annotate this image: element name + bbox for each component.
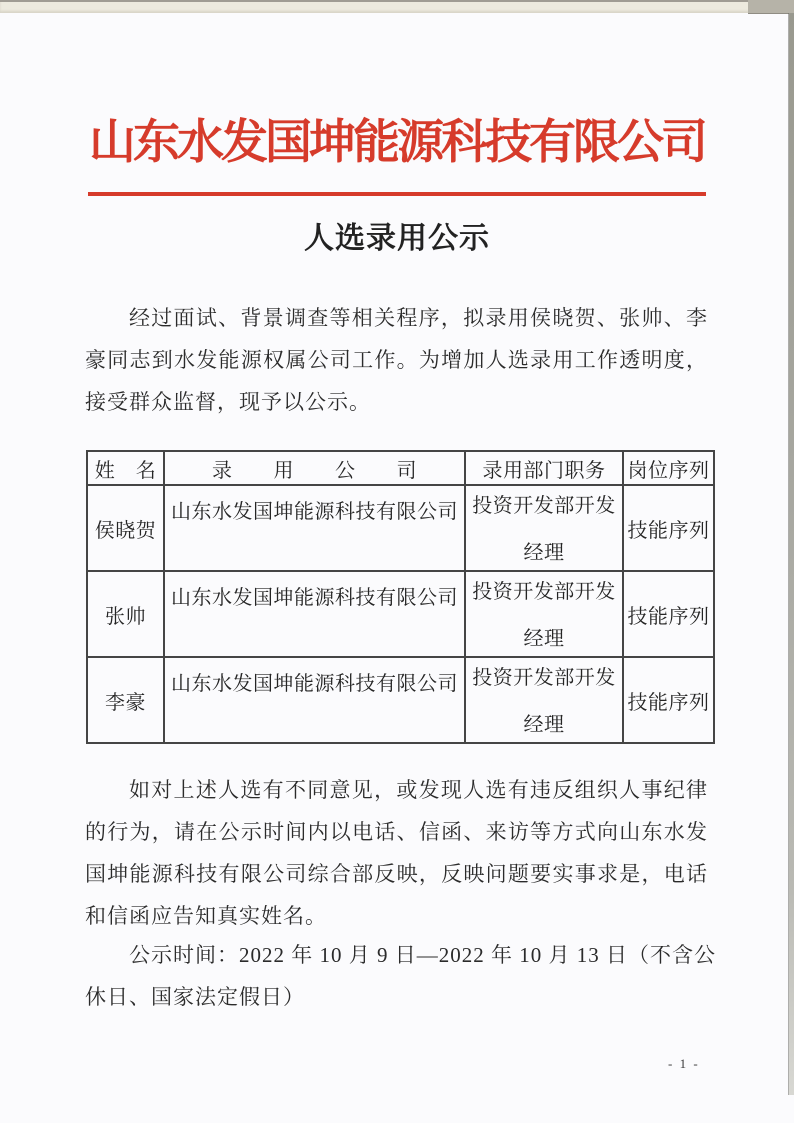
company-title: 山东水发国坤能源科技有限公司 — [89, 117, 705, 169]
department-line: 投资开发部开发 — [472, 581, 616, 603]
table-header-row — [87, 451, 714, 485]
text-line: 接受群众监督，现予以公示。 — [85, 390, 371, 414]
company-cell: 山东水发国坤能源科技有限公司 — [164, 485, 465, 571]
table-row — [87, 657, 714, 743]
company-cell: 山东水发国坤能源科技有限公司 — [164, 571, 465, 657]
sequence-cell: 技能序列 — [623, 485, 714, 571]
header-cell: 录 用 公 司 — [164, 451, 465, 485]
text-line: 国坤能源科技有限公司综合部反映，反映问题要实事求是，电话 — [85, 862, 708, 886]
recruitment-table — [86, 450, 715, 744]
text-line: 和信函应告知真实姓名。 — [85, 904, 327, 928]
text-line: 如对上述人选有不同意见，或发现人选有违反组织人事纪律 — [129, 778, 708, 802]
header-cell: 姓 名 — [87, 451, 164, 485]
text-line: 经过面试、背景调查等相关程序，拟录用侯晓贺、张帅、李 — [129, 306, 708, 330]
department-cell — [465, 657, 623, 743]
scan-edge-corner — [748, 0, 794, 14]
scan-edge-top-band — [0, 2, 794, 13]
table-row — [87, 571, 714, 657]
department-line: 投资开发部开发 — [472, 495, 616, 517]
department-line: 经理 — [523, 542, 565, 564]
name-cell: 侯晓贺 — [87, 485, 164, 571]
notice-title: 人选录用公示 — [304, 222, 490, 255]
text-line: 豪同志到水发能源权属公司工作。为增加人选录用工作透明度， — [85, 348, 708, 372]
page-number: - 1 - — [668, 1056, 700, 1071]
table-row — [87, 485, 714, 571]
scan-edge-right — [789, 13, 794, 1095]
feedback-paragraph — [85, 769, 708, 937]
department-line: 投资开发部开发 — [472, 667, 616, 689]
text-line: 公示时间：2022 年 10 月 9 日—2022 年 10 月 13 日（不含公 — [129, 943, 716, 967]
header-cell: 岗位序列 — [623, 451, 714, 485]
sequence-cell: 技能序列 — [623, 657, 714, 743]
text-line: 的行为，请在公示时间内以电话、信函、来访等方式向山东水发 — [85, 820, 708, 844]
company-cell: 山东水发国坤能源科技有限公司 — [164, 657, 465, 743]
department-cell — [465, 571, 623, 657]
department-cell — [465, 485, 623, 571]
period-paragraph — [85, 934, 716, 1018]
title-underline — [88, 192, 706, 196]
name-cell: 李豪 — [87, 657, 164, 743]
department-line: 经理 — [523, 714, 565, 736]
sequence-cell: 技能序列 — [623, 571, 714, 657]
header-cell: 录用部门职务 — [465, 451, 623, 485]
name-cell: 张帅 — [87, 571, 164, 657]
text-line: 休日、国家法定假日） — [85, 985, 305, 1009]
department-line: 经理 — [523, 628, 565, 650]
intro-paragraph — [85, 297, 708, 423]
